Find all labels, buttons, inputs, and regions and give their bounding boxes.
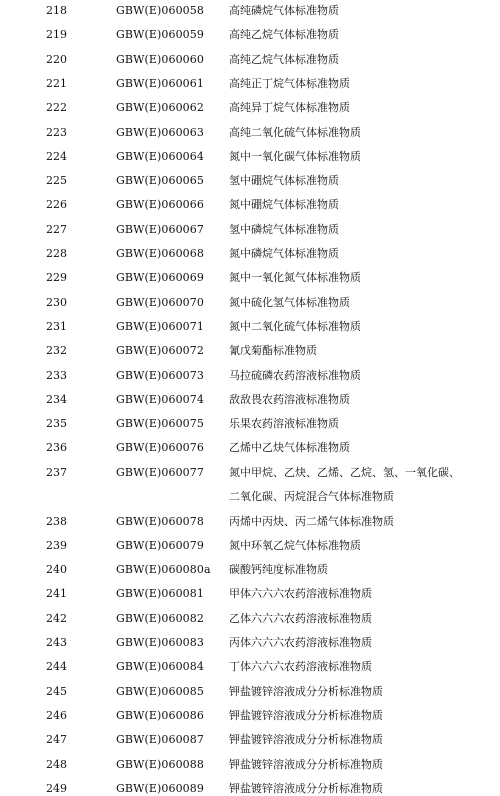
item-name: 乙体六六六农药溶液标准物质 — [229, 611, 372, 625]
item-number: 221 — [46, 76, 67, 90]
item-code: GBW(E)060059 — [116, 28, 204, 42]
item-code: GBW(E)060078 — [116, 514, 204, 528]
item-name: 钾盐镀锌溶液成分分析标准物质 — [229, 684, 383, 698]
item-number: 242 — [46, 611, 67, 625]
item-name: 钾盐镀锌溶液成分分析标准物质 — [229, 708, 383, 722]
item-number: 220 — [46, 52, 67, 66]
item-number: 224 — [46, 149, 67, 163]
item-number: 234 — [46, 392, 67, 406]
item-number: 245 — [46, 684, 67, 698]
item-code: GBW(E)060063 — [116, 125, 204, 139]
item-number: 235 — [46, 417, 67, 431]
item-code: GBW(E)060075 — [116, 417, 204, 431]
item-name: 高纯二氧化硫气体标准物质 — [229, 125, 361, 139]
item-code: GBW(E)060077 — [116, 465, 204, 479]
item-name: 高纯正丁烷气体标准物质 — [229, 76, 350, 90]
item-code: GBW(E)060065 — [116, 174, 204, 188]
item-code: GBW(E)060073 — [116, 368, 204, 382]
item-name: 甲体六六六农药溶液标准物质 — [229, 587, 372, 601]
item-name: 高纯乙烷气体标准物质 — [229, 52, 339, 66]
item-code: GBW(E)060066 — [116, 198, 204, 212]
item-name: 氮中环氧乙烷气体标准物质 — [229, 538, 361, 552]
item-name: 敌敌畏农药溶液标准物质 — [229, 392, 350, 406]
item-number: 232 — [46, 344, 67, 358]
item-code: GBW(E)060076 — [116, 441, 204, 455]
item-name: 高纯异丁烷气体标准物质 — [229, 101, 350, 115]
item-code: GBW(E)060088 — [116, 757, 204, 771]
item-name: 高纯磷烷气体标准物质 — [229, 4, 339, 17]
item-number: 222 — [46, 101, 67, 115]
item-number: 246 — [46, 708, 67, 722]
item-name: 氢中磷烷气体标准物质 — [229, 222, 339, 236]
item-code: GBW(E)060087 — [116, 733, 204, 747]
item-code: GBW(E)060061 — [116, 76, 204, 90]
item-name: 钾盐镀锌溶液成分分析标准物质 — [229, 757, 383, 771]
item-number: 239 — [46, 538, 67, 552]
item-code: GBW(E)060069 — [116, 271, 204, 285]
item-code: GBW(E)060086 — [116, 708, 204, 722]
item-number: 229 — [46, 271, 67, 285]
item-number: 228 — [46, 247, 67, 260]
item-name: 丁体六六六农药溶液标准物质 — [229, 660, 372, 674]
item-code: GBW(E)060082 — [116, 611, 204, 625]
item-name: 钾盐镀锌溶液成分分析标准物质 — [229, 781, 383, 795]
item-code: GBW(E)060068 — [116, 247, 204, 260]
item-number: 247 — [46, 733, 67, 747]
item-name: 氮中磷烷气体标准物质 — [229, 247, 339, 260]
item-number: 225 — [46, 174, 67, 188]
item-code: GBW(E)060064 — [116, 149, 204, 163]
item-name: 氰戊菊酯标准物质 — [229, 344, 317, 358]
item-code: GBW(E)060083 — [116, 636, 204, 649]
item-code: GBW(E)060058 — [116, 4, 204, 17]
item-code: GBW(E)060074 — [116, 392, 204, 406]
item-name: 钾盐镀锌溶液成分分析标准物质 — [229, 733, 383, 747]
item-name: 二氧化碳、丙烷混合气体标准物质 — [229, 490, 394, 504]
item-number: 219 — [46, 28, 67, 42]
item-name: 氮中硼烷气体标准物质 — [229, 198, 339, 212]
item-code: GBW(E)060062 — [116, 101, 204, 115]
item-name: 氮中一氧化氮气体标准物质 — [229, 271, 361, 285]
item-name: 氮中硫化氢气体标准物质 — [229, 295, 350, 309]
item-name: 氮中甲烷、乙炔、乙烯、乙烷、氢、一氧化碳、 — [229, 465, 460, 479]
item-name: 乙烯中乙炔气体标准物质 — [229, 441, 350, 455]
item-code: GBW(E)060060 — [116, 52, 204, 66]
item-number: 218 — [46, 4, 67, 17]
item-number: 226 — [46, 198, 67, 212]
item-number: 249 — [46, 781, 67, 795]
item-name: 氢中硼烷气体标准物质 — [229, 174, 339, 188]
item-name: 丙烯中丙炔、丙二烯气体标准物质 — [229, 514, 394, 528]
item-number: 240 — [46, 563, 67, 577]
item-code: GBW(E)060080a — [116, 563, 211, 577]
item-code: GBW(E)060085 — [116, 684, 204, 698]
item-number: 237 — [46, 465, 67, 479]
item-name: 乐果农药溶液标准物质 — [229, 417, 339, 431]
item-name: 氮中二氧化硫气体标准物质 — [229, 319, 361, 333]
item-number: 230 — [46, 295, 67, 309]
item-code: GBW(E)060081 — [116, 587, 204, 601]
item-number: 231 — [46, 319, 67, 333]
item-number: 241 — [46, 587, 67, 601]
item-code: GBW(E)060070 — [116, 295, 204, 309]
item-name: 高纯乙烷气体标准物质 — [229, 28, 339, 42]
item-code: GBW(E)060067 — [116, 222, 204, 236]
item-code: GBW(E)060071 — [116, 319, 204, 333]
item-code: GBW(E)060084 — [116, 660, 204, 674]
item-number: 244 — [46, 660, 67, 674]
item-number: 248 — [46, 757, 67, 771]
item-number: 223 — [46, 125, 67, 139]
item-code: GBW(E)060089 — [116, 781, 204, 795]
item-name: 碳酸钙纯度标准物质 — [229, 563, 328, 577]
item-code: GBW(E)060072 — [116, 344, 204, 358]
item-name: 丙体六六六农药溶液标准物质 — [229, 636, 372, 649]
item-number: 238 — [46, 514, 67, 528]
item-name: 氮中一氧化碳气体标准物质 — [229, 149, 361, 163]
item-number: 233 — [46, 368, 67, 382]
item-code: GBW(E)060079 — [116, 538, 204, 552]
item-number: 243 — [46, 636, 67, 649]
item-number: 227 — [46, 222, 67, 236]
item-name: 马拉硫磷农药溶液标准物质 — [229, 368, 361, 382]
item-number: 236 — [46, 441, 67, 455]
